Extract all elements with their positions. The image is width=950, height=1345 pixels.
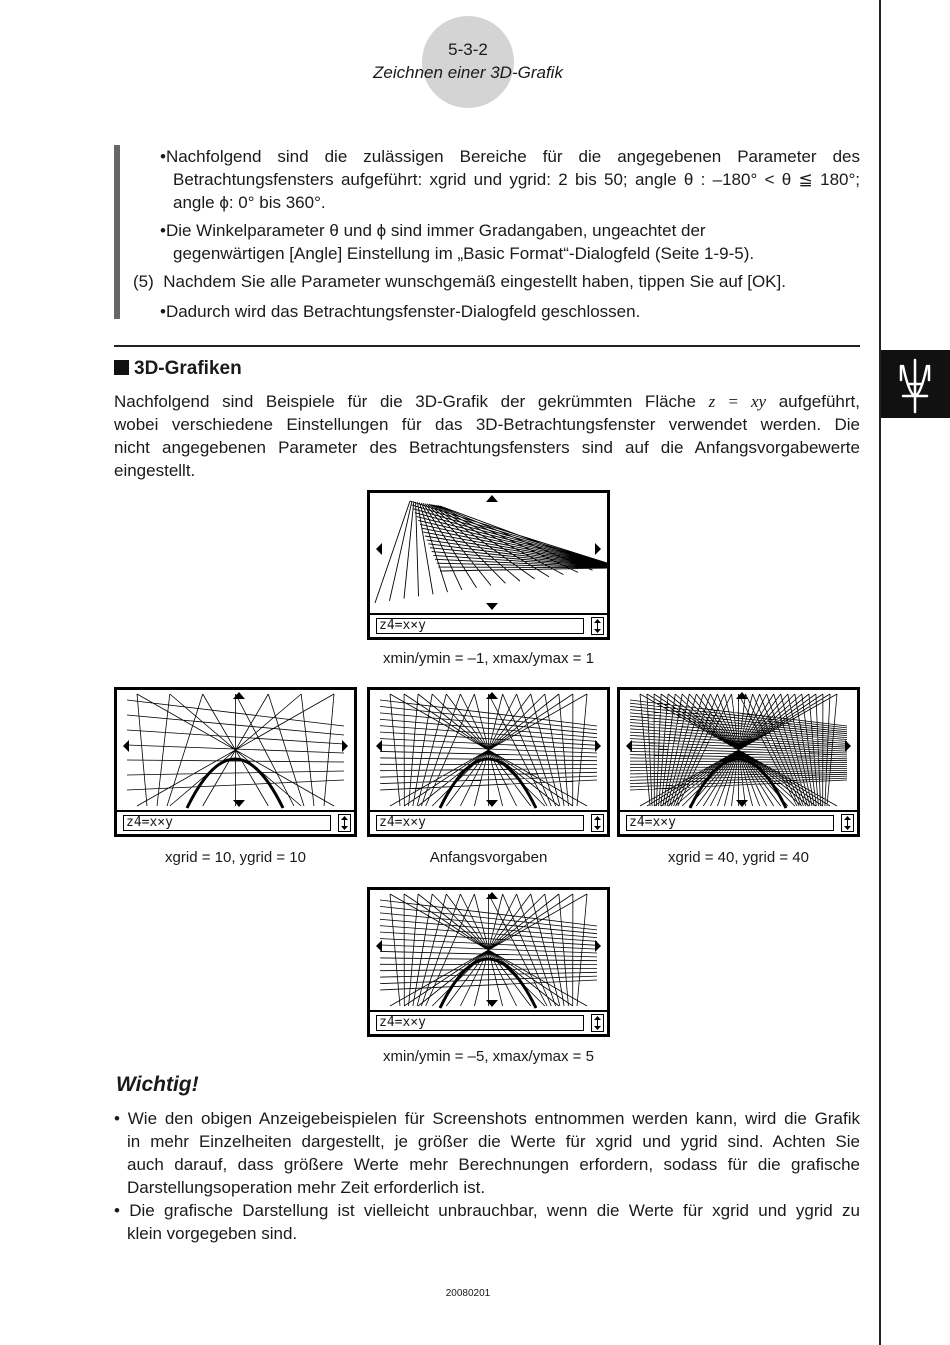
scroll-stepper-icon[interactable] <box>591 617 604 635</box>
step-5: (5) Nachdem Sie alle Parameter wunschgemäß eingestellt haben, tippen Sie auf [OK]. <box>133 272 786 291</box>
step-5-bullet: •Dadurch wird das Betrachtungsfenster-Dialogfeld geschlossen. <box>160 302 641 321</box>
important-b1-line4: Darstellungsoperation mehr Zeit erforderlich ist. <box>127 1178 486 1197</box>
section-para-line3: nicht angegebenen Parameter des Betrachtungsfensters sind auf die Anfangsvorgabewerte <box>114 438 860 457</box>
right-margin-rule <box>879 0 881 1345</box>
section-separator <box>114 345 860 347</box>
important-heading: Wichtig! <box>116 1073 199 1096</box>
expression-bar <box>117 810 354 834</box>
important-b2-line1: • Die grafische Darstellung ist vielleicht unbrauchbar, wenn die Werte für xgrid und ygrid zu <box>114 1201 860 1220</box>
note-margin-bar <box>114 145 120 319</box>
important-b2-line2: klein vorgegeben sind. <box>127 1224 298 1243</box>
para-text: aufgeführt, <box>778 392 860 411</box>
scroll-stepper-icon[interactable] <box>591 1014 604 1032</box>
wireframe-lines <box>127 694 344 806</box>
bullet-range-line1: •Nachfolgend sind die zulässigen Bereiche für die angegebenen Parameter des <box>160 147 860 166</box>
calc-screen-top <box>367 490 610 640</box>
left-arrow-icon <box>626 740 632 752</box>
expression-bar <box>620 810 857 834</box>
down-arrow-icon <box>486 800 498 807</box>
up-arrow-icon <box>486 892 498 899</box>
page-number: 5-3-2 <box>448 40 488 59</box>
left-arrow-icon <box>123 740 129 752</box>
bullet-angle-line2: gegenwärtigen [Angle] Einstellung im „Basic Format“-Dialogfeld (Seite 1-9-5). <box>173 244 755 263</box>
chapter-tab <box>881 350 950 418</box>
caption-mid: Anfangsvorgaben <box>429 849 548 866</box>
section-para-line1 <box>114 390 860 413</box>
graph-3d-plot <box>620 690 857 810</box>
section-para-line2: wobei verschiedene Einstellungen für das 3D-Betrachtungsfenster verwendet werden. Die <box>114 415 860 434</box>
section-title: 3D-Grafiken <box>134 358 242 379</box>
wireframe-lines <box>380 894 597 1006</box>
up-arrow-icon <box>233 692 245 699</box>
down-arrow-icon <box>233 800 245 807</box>
up-arrow-icon <box>486 495 498 502</box>
expression-field[interactable]: z4=x×y <box>376 815 584 831</box>
graph-3d-plot <box>370 890 607 1010</box>
header-circle <box>422 16 514 108</box>
square-bullet-icon <box>114 360 129 375</box>
expression-field[interactable]: z4=x×y <box>376 1015 584 1031</box>
right-arrow-icon <box>845 740 851 752</box>
left-arrow-icon <box>376 740 382 752</box>
bullet-range-line3: angle ϕ: 0° bis 360°. <box>173 193 326 212</box>
scroll-stepper-icon[interactable] <box>591 814 604 832</box>
wireframe-lines <box>630 694 847 806</box>
section-heading <box>114 358 242 380</box>
footer-code: 20080201 <box>445 1288 491 1299</box>
math-expression: z = xy <box>708 392 767 411</box>
up-arrow-icon <box>486 692 498 699</box>
expression-bar <box>370 1010 607 1034</box>
expression-field[interactable]: z4=x×y <box>626 815 834 831</box>
expression-bar <box>370 810 607 834</box>
right-arrow-icon <box>342 740 348 752</box>
graph-3d-icon <box>881 350 950 418</box>
calc-screen-bottom <box>367 887 610 1037</box>
right-arrow-icon <box>595 543 601 555</box>
important-b1-line1: • Wie den obigen Anzeigebeispielen für Screenshots entnommen werden kann, wird die Grafik <box>114 1109 860 1128</box>
bullet-angle-line1: •Die Winkelparameter θ und ϕ sind immer Gradangaben, ungeachtet der <box>160 221 706 240</box>
bullet-range-line2: Betrachtungsfensters aufgeführt: xgrid und ygrid: 2 bis 50; angle θ : –180° < θ ≦ 180°; <box>173 170 860 189</box>
calc-screen-right <box>617 687 860 837</box>
left-arrow-icon <box>376 543 382 555</box>
graph-3d-plot <box>370 690 607 810</box>
section-para-line4: eingestellt. <box>114 461 196 480</box>
important-b1-line3: auch darauf, dass größere Werte mehr Berechnungen erfordern, sodass für die grafische <box>127 1155 860 1174</box>
caption-left: xgrid = 10, ygrid = 10 <box>165 849 306 866</box>
caption-right: xgrid = 40, ygrid = 40 <box>668 849 809 866</box>
down-arrow-icon <box>486 1000 498 1007</box>
wireframe-lines <box>375 501 607 603</box>
graph-3d-plot <box>117 690 354 810</box>
page-title: Zeichnen einer 3D-Grafik <box>373 63 563 82</box>
expression-field[interactable]: z4=x×y <box>123 815 331 831</box>
down-arrow-icon <box>736 800 748 807</box>
calc-screen-left <box>114 687 357 837</box>
caption-top: xmin/ymin = –1, xmax/ymax = 1 <box>383 650 594 667</box>
para-text: Nachfolgend sind Beispiele für die 3D-Grafik der gekrümmten Fläche <box>114 392 696 411</box>
wireframe-lines <box>380 694 597 806</box>
down-arrow-icon <box>486 603 498 610</box>
right-arrow-icon <box>595 740 601 752</box>
caption-bottom: xmin/ymin = –5, xmax/ymax = 5 <box>383 1048 594 1065</box>
expression-field[interactable]: z4=x×y <box>376 618 584 634</box>
calc-screen-mid <box>367 687 610 837</box>
expression-bar <box>370 613 607 637</box>
scroll-stepper-icon[interactable] <box>841 814 854 832</box>
graph-3d-plot <box>370 493 607 613</box>
important-b1-line2: in mehr Einzelheiten dargestellt, je größer die Werte für xgrid und ygrid sind. Achten Sie <box>127 1132 860 1151</box>
left-arrow-icon <box>376 940 382 952</box>
right-arrow-icon <box>595 940 601 952</box>
scroll-stepper-icon[interactable] <box>338 814 351 832</box>
